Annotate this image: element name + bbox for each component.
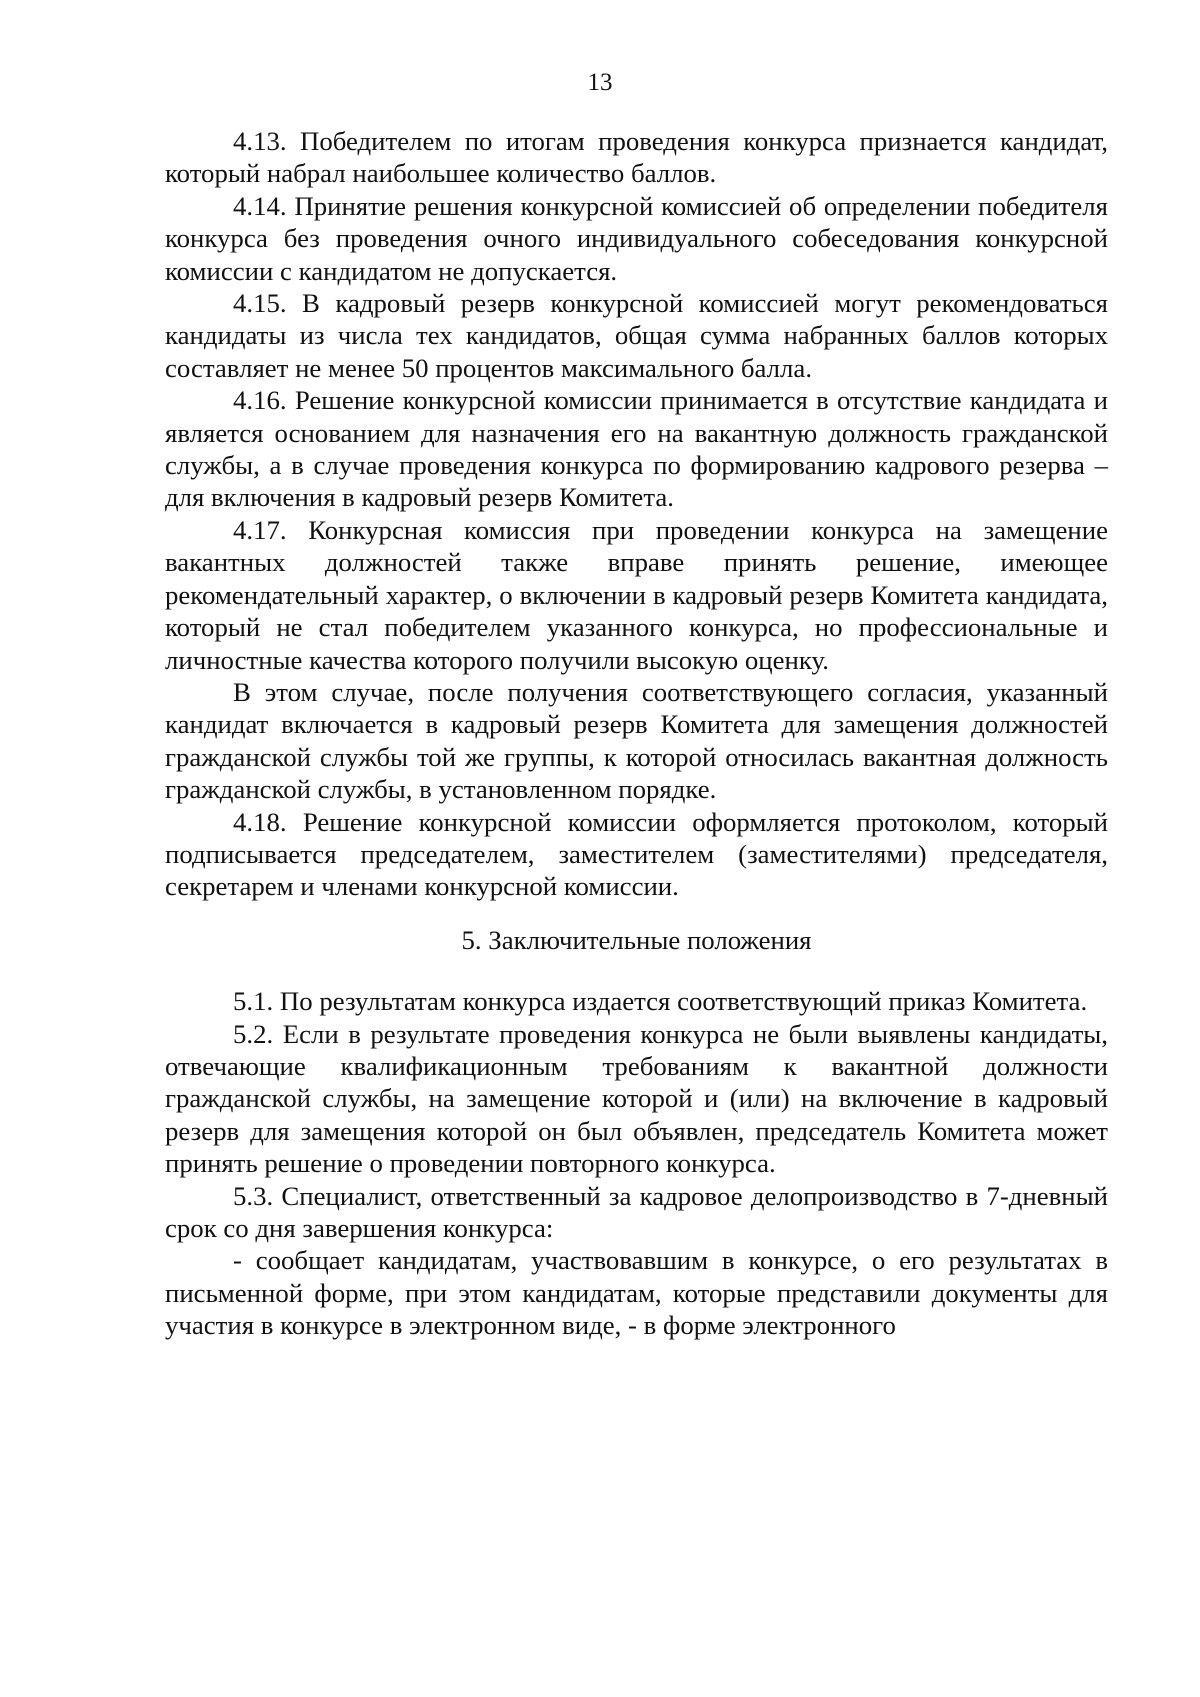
paragraph-4-18: 4.18. Решение конкурсной комиссии оформляется протоколом, который подписывается председателем, заместителем (заместителями) председателя, секретарем и членами конкурсной комиссии. xyxy=(165,806,1108,902)
paragraph-4-16: 4.16. Решение конкурсной комиссии принимается в отсутствие кандидата и является основанием для назначения его на вакантную должность гражданской службы, а в случае проведения конкурса по формированию кадрового резерва – для включения в кадровый резерв Комитета. xyxy=(165,385,1108,513)
paragraph-5-3-item: - сообщает кандидатам, участвовавшим в конкурсе, о его результатах в письменной форме, при этом кандидатам, которые представили документы для участия в конкурсе в электронном виде, - в форме электронного xyxy=(165,1245,1108,1341)
page-number: 13 xyxy=(587,69,613,96)
paragraph-5-2: 5.2. Если в результате проведения конкурса не были выявлены кандидаты, отвечающие квалификационным требованиям к вакантной должности гражданской службы, на замещение которой и (или) на включение в кадровый резерв для замещения которой он был объявлен, председатель Комитета может принять решение о проведении повторного конкурса. xyxy=(165,1018,1108,1179)
paragraph-4-14: 4.14. Принятие решения конкурсной комиссией об определении победителя конкурса без проведения очного индивидуального собеседования конкурсной комиссии с кандидатом не допускается. xyxy=(165,190,1108,286)
paragraph-4-17: 4.17. Конкурсная комиссия при проведении конкурса на замещение вакантных должностей также вправе принять решение, имеющее рекомендательный характер, о включении в кадровый резерв Комитета кандидата, который не стал победителем указанного конкурса, но профессиональные и личностные качества которого получили высокую оценку. xyxy=(165,514,1108,675)
section-heading: 5. Заключительные положения xyxy=(461,924,812,955)
document-body xyxy=(165,125,1108,1342)
paragraph-4-15: 4.15. В кадровый резерв конкурсной комиссией могут рекомендоваться кандидаты из числа тех кандидатов, общая сумма набранных баллов которых составляет не менее 50 процентов максимального балла. xyxy=(165,288,1108,383)
paragraph-4-13: 4.13. Победителем по итогам проведения конкурса признается кандидат, который набрал наибольшее количество баллов. xyxy=(165,126,1108,189)
paragraph-5-3: 5.3. Специалист, ответственный за кадровое делопроизводство в 7-дневный срок со дня завершения конкурса: xyxy=(165,1180,1108,1243)
paragraph-4-17-continuation: В этом случае, после получения соответствующего согласия, указанный кандидат включается в кадровый резерв Комитета для замещения должностей гражданской службы той же группы, к которой относилась вакантная должность гражданской службы, в установленном порядке. xyxy=(165,676,1108,805)
paragraph-5-1: 5.1. По результатам конкурса издается соответствующий приказ Комитета. xyxy=(233,986,1088,1017)
